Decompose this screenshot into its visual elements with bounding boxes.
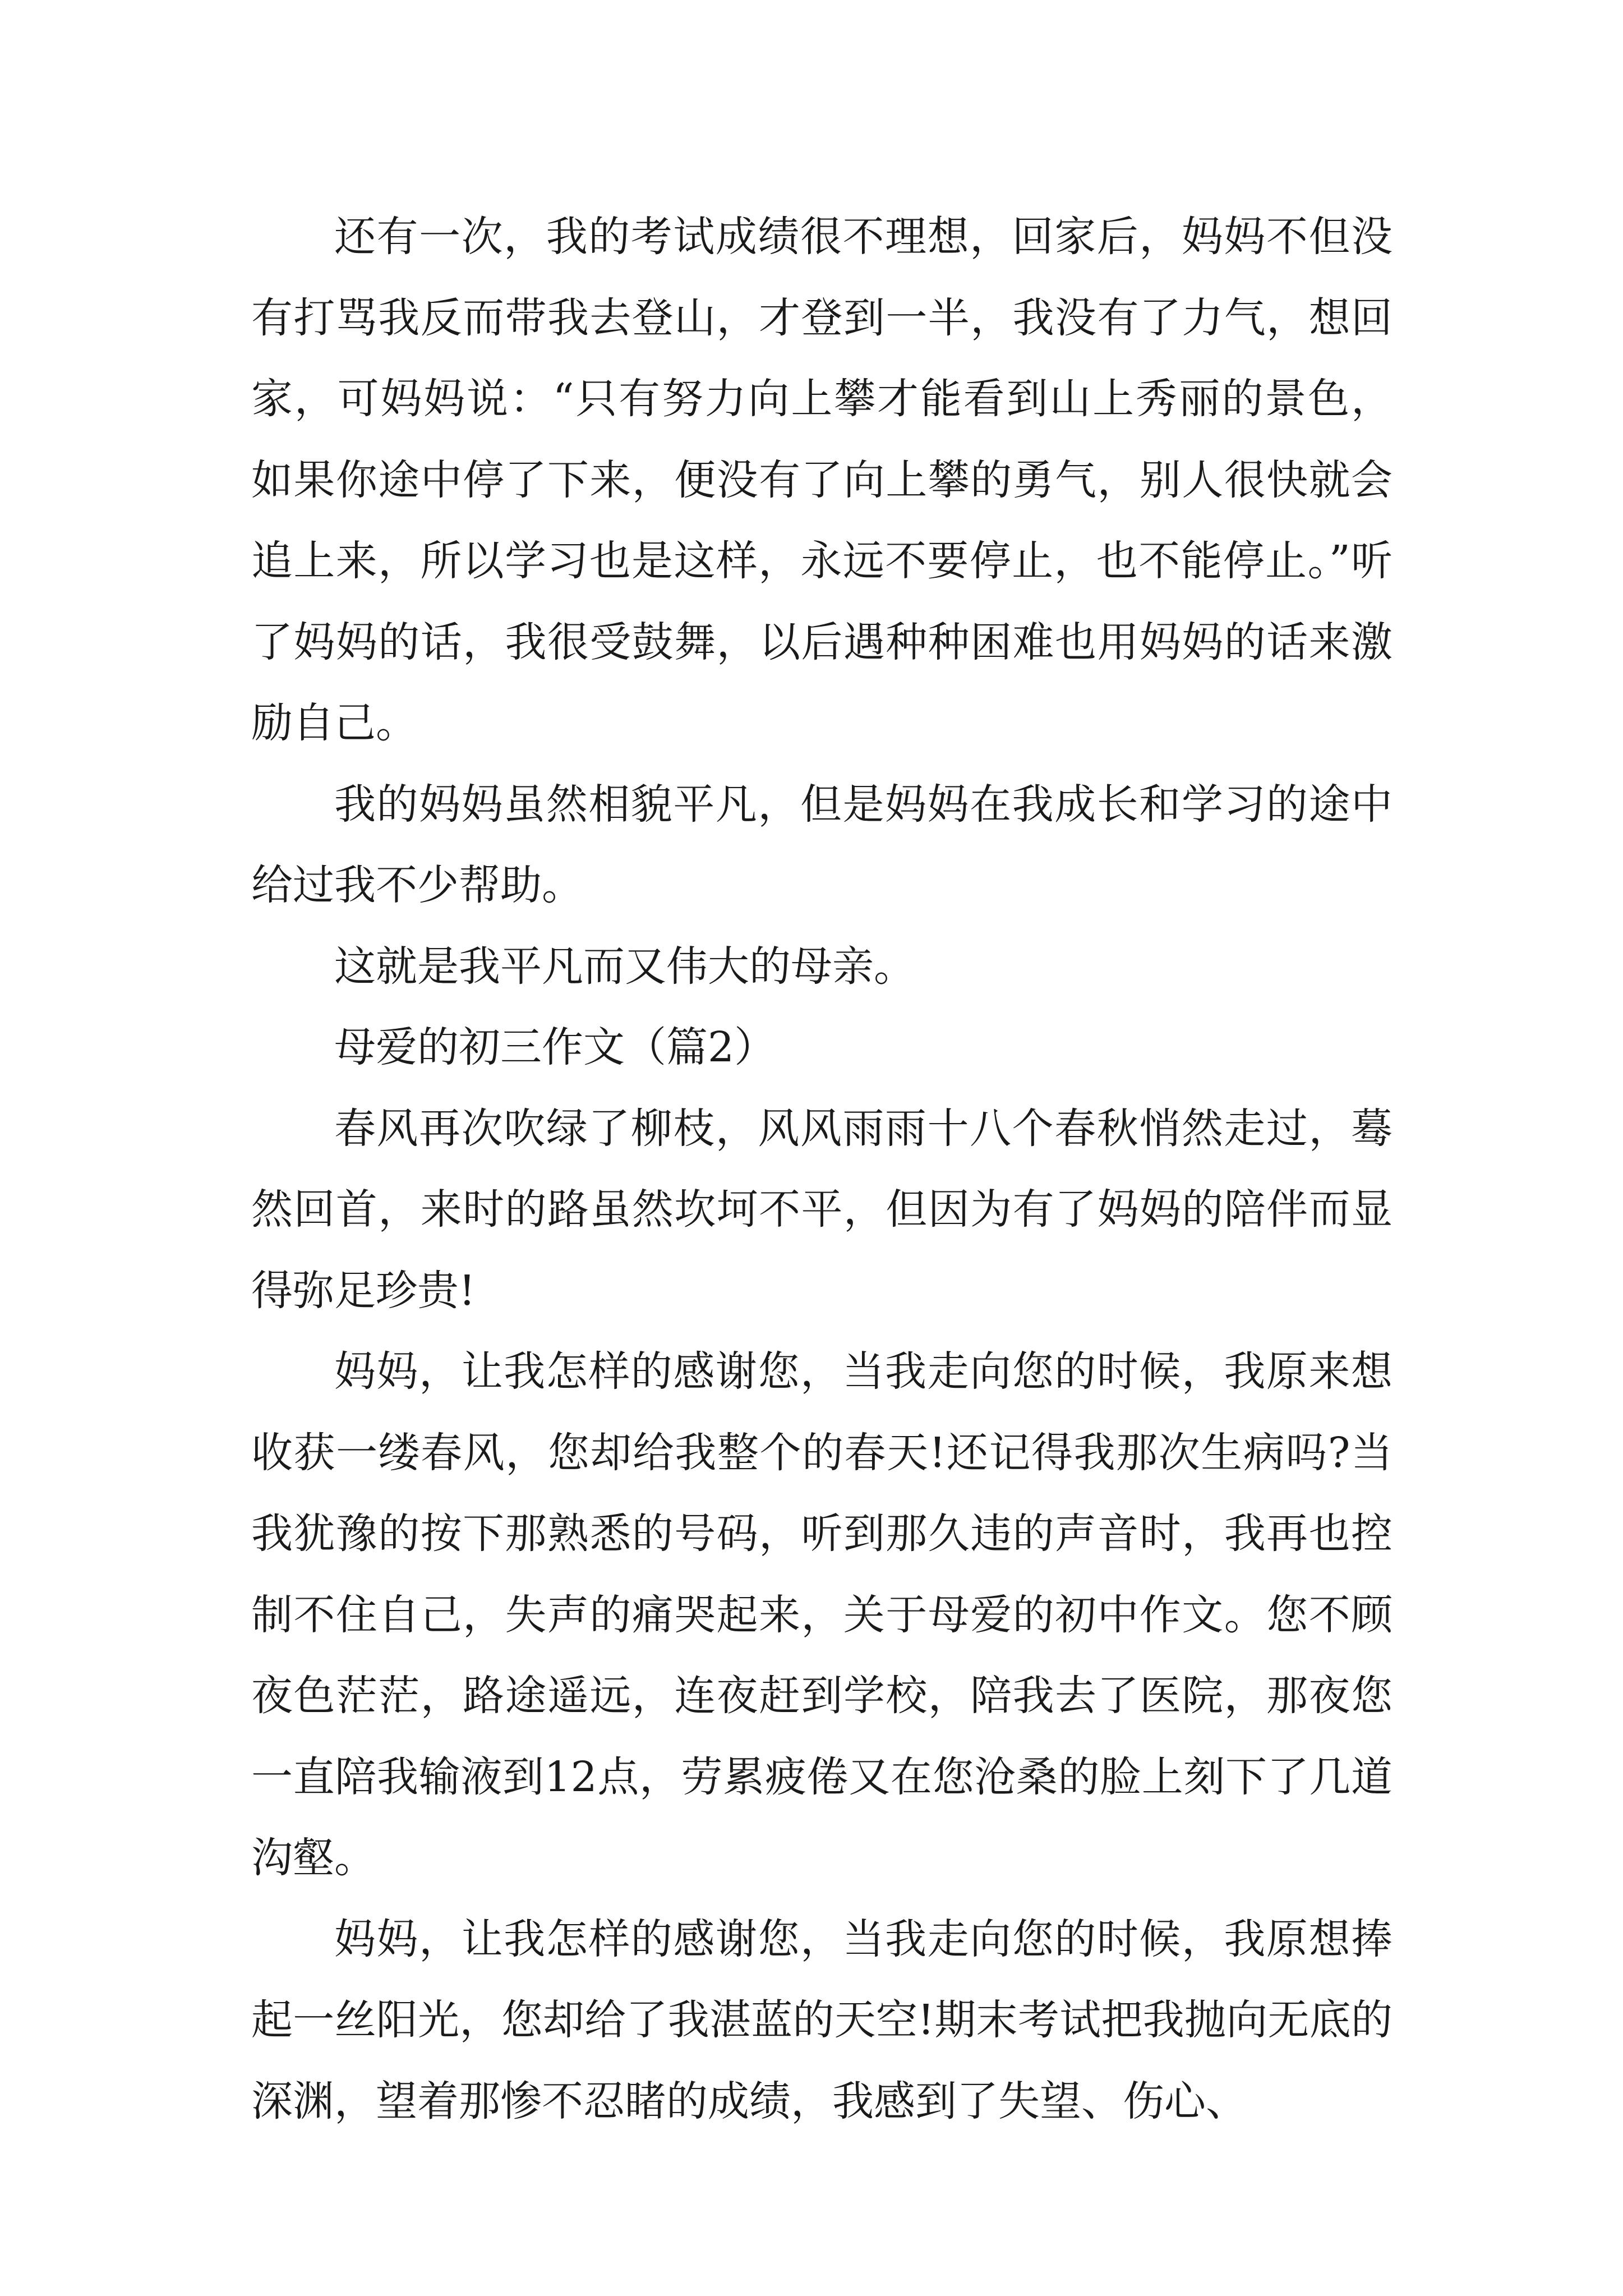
paragraph-great-mother: 这就是我平凡而又伟大的母亲。 xyxy=(334,942,915,991)
section-heading: 母爱的初三作文（篇2） xyxy=(334,1023,776,1071)
paragraph-illness: 妈妈，让我怎样的感谢您，当我走向您的时候，我原来想收获一缕春风，您却给我整个的春天!还记得我那次生病吗?当我犹豫的按下那熟悉的号码，听到那久违的声音时，我再也控制不住自己，失声的痛哭起来，关于母爱的初中作文。您不顾夜色茫茫，路途遥远，连夜赶到学校，陪我去了医院，那夜您一直陪我输液到12点，劳累疲倦又在您沧桑的脸上刻下了几道沟壑。 xyxy=(251,1347,1393,1882)
paragraph-ordinary-mother: 我的妈妈虽然相貌平凡，但是妈妈在我成长和学习的途中给过我不少帮助。 xyxy=(251,780,1393,909)
paragraph-climbing: 还有一次，我的考试成绩很不理想，回家后，妈妈不但没有打骂我反而带我去登山，才登到一半，我没有了力气，想回家，可妈妈说：“只有努力向上攀才能看到山上秀丽的景色，如果你途中停了下来，便没有了向上攀的勇气，别人很快就会追上来，所以学习也是这样，永远不要停止，也不能停止。”听了妈妈的话，我很受鼓舞，以后遇种种困难也用妈妈的话来激励自己。 xyxy=(251,213,1393,747)
paragraph-exam: 妈妈，让我怎样的感谢您，当我走向您的时候，我原想捧起一丝阳光，您却给了我湛蓝的天空!期末考试把我抛向无底的深渊，望着那惨不忍睹的成绩，我感到了失望、伤心、 xyxy=(251,1915,1393,2125)
document-body xyxy=(251,196,1393,2142)
paragraph-spring-wind: 春风再次吹绿了柳枝，风风雨雨十八个春秋悄然走过，蓦然回首，来时的路虽然坎坷不平，但因为有了妈妈的陪伴而显得弥足珍贵! xyxy=(251,1104,1393,1315)
